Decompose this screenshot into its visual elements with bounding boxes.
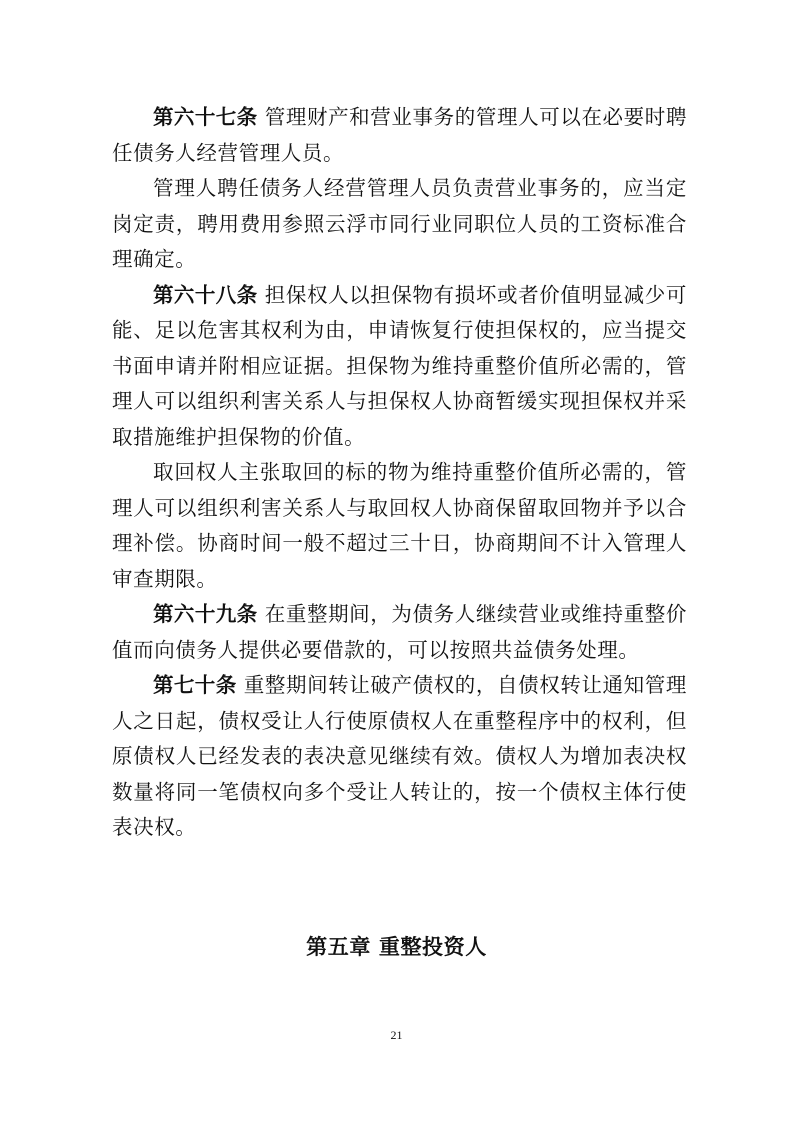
article-label: 第六十七条 [153, 105, 258, 129]
article-label: 第六十九条 [153, 602, 258, 626]
paragraph-article-68-sub [112, 455, 687, 597]
chapter-title: 第五章 重整投资人 [306, 935, 487, 959]
paragraph-article-67-sub [112, 171, 687, 278]
article-label: 第六十八条 [153, 282, 258, 307]
paragraph-text: 管理财产和营业事务的管理人可以在必要时聘任债务人经营管理人员。 [112, 105, 688, 165]
paragraph-article-69 [112, 597, 687, 668]
paragraph-text: 在重整期间，为债务人继续营业或维持重整价值而向债务人提供必要借款的，可以按照共益债务处理。 [112, 602, 688, 662]
paragraph-text: 重整期间转让破产债权的，自债权转让通知管理人之日起，债权受让人行使原债权人在重整程序中的权利，但原债权人已经发表的表决意见继续有效。债权人为增加表决权数量将同一笔债权向多个受让人转让的，按一个债权主体行使表决权。 [112, 673, 687, 839]
paragraph-text: 担保权人以担保物有损坏或者价值明显减少可能、足以危害其权利为由，申请恢复行使担保权的，应当提交书面申请并附相应证据。担保物为维持重整价值所必需的，管理人可以组织利害关系人与担保权人协商暂缓实现担保权并采取措施维护担保物的价值。 [112, 282, 688, 449]
article-label: 第七十条 [153, 673, 237, 697]
document-body [112, 100, 687, 846]
paragraph-article-67 [112, 100, 687, 171]
page-number: 21 [390, 1028, 403, 1042]
paragraph-text: 管理人聘任债务人经营管理人员负责营业事务的，应当定岗定责，聘用费用参照云浮市同行业同职位人员的工资标准合理确定。 [112, 176, 687, 271]
paragraph-article-68 [112, 278, 687, 456]
paragraph-article-70 [112, 668, 687, 846]
paragraph-text: 取回权人主张取回的标的物为维持重整价值所必需的，管理人可以组织利害关系人与取回权人协商保留取回物并予以合理补偿。协商时间一般不超过三十日，协商期间不计入管理人审查期限。 [112, 460, 687, 591]
